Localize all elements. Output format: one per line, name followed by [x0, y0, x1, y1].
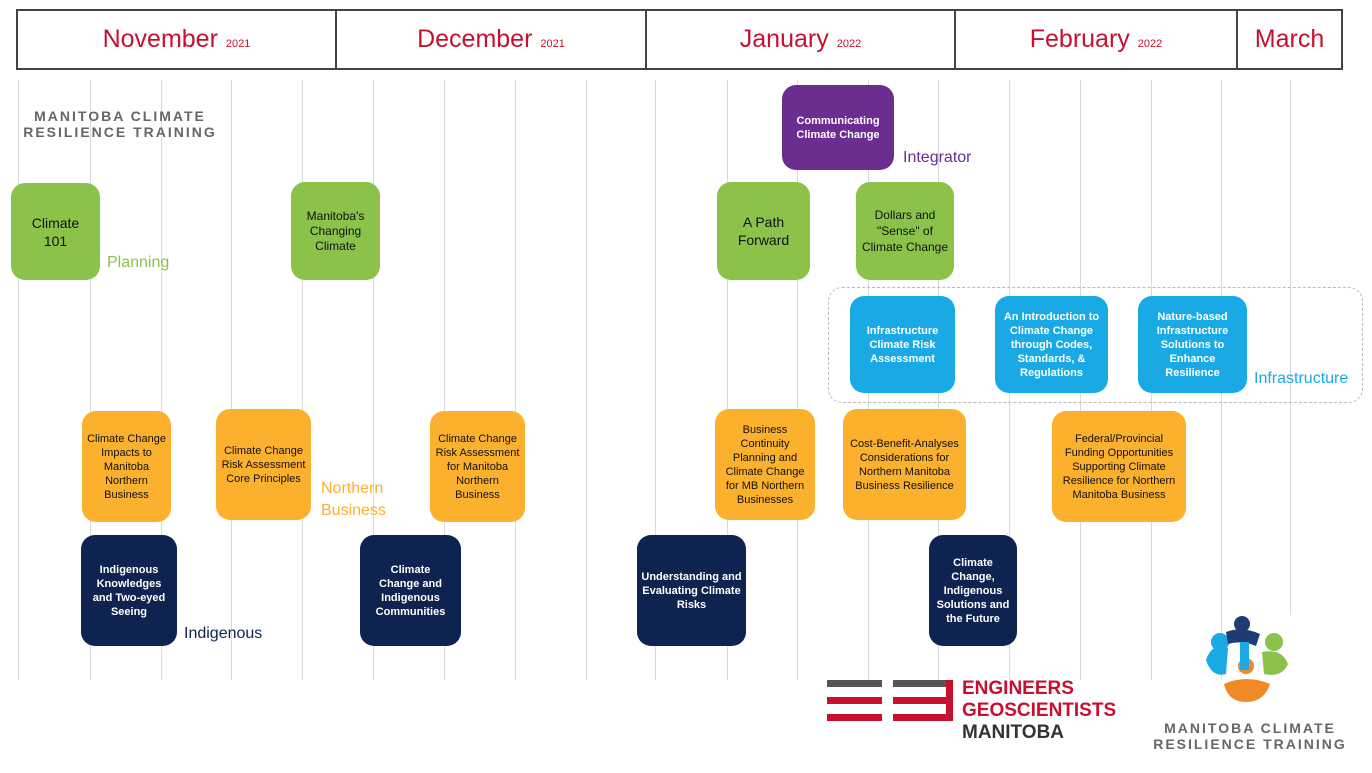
- course-risk-assessment-mb-northern[interactable]: [430, 411, 525, 522]
- gridline: [231, 80, 232, 680]
- category-northern-business: [321, 478, 386, 522]
- gridline: [797, 80, 798, 680]
- mcrt-logo-text: [22, 108, 218, 140]
- course-cost-benefit-analyses[interactable]: [843, 409, 966, 520]
- wordmark-line: GEOSCIENTISTS: [962, 700, 1117, 721]
- month-name: December: [417, 25, 533, 53]
- month-year: 2021: [540, 37, 565, 50]
- course-a-path-forward[interactable]: [717, 182, 810, 280]
- people-circle-logo: [1198, 612, 1296, 710]
- course-label: Nature-based Infrastructure Solutions to Enhance Resilience: [1156, 310, 1229, 379]
- course-label: Climate Change Impacts to Manitoba Northern Business: [87, 432, 166, 501]
- course-dollars-and-sense[interactable]: [856, 182, 954, 280]
- course-risk-assessment-core[interactable]: [216, 409, 311, 520]
- category-planning: Planning: [107, 254, 170, 271]
- wordmark-line: ENGINEERS: [962, 678, 1074, 699]
- course-understanding-evaluating[interactable]: [637, 535, 746, 646]
- category-line: Northern: [321, 480, 384, 497]
- logo-line: MANITOBA CLIMATE: [1164, 720, 1336, 736]
- course-cc-indigenous-solutions[interactable]: [929, 535, 1017, 646]
- month-name: January: [739, 25, 829, 53]
- course-label: Business Continuity Planning and Climate Change for MB Northern Businesses: [725, 423, 805, 506]
- course-label: Infrastructure Climate Risk Assessment: [866, 324, 939, 365]
- course-label: Climate Change, Indigenous Solutions and the Future: [936, 556, 1010, 625]
- category-integrator: Integrator: [903, 149, 972, 166]
- course-label: Climate Change and Indigenous Communities: [375, 563, 446, 618]
- month-year: 2021: [225, 37, 251, 50]
- month-year: 2022: [836, 37, 862, 50]
- month-march: [1238, 11, 1341, 68]
- course-label: Communicating Climate Change: [796, 114, 880, 141]
- course-manitobas-changing-climate[interactable]: [291, 182, 380, 280]
- logo-line: RESILIENCE TRAINING: [23, 124, 217, 140]
- month-november: [18, 11, 337, 68]
- course-impacts-manitoba-northern[interactable]: [82, 411, 171, 522]
- course-funding-opportunities[interactable]: [1052, 411, 1186, 522]
- engineers-geoscientists-wordmark: [962, 678, 1116, 744]
- course-label: An Introduction to Climate Change through Codes, Standards, & Regulations: [1003, 310, 1100, 379]
- course-label: Climate 101: [31, 214, 80, 249]
- logo-line: RESILIENCE TRAINING: [1153, 736, 1347, 752]
- category-infrastructure: Infrastructure: [1254, 370, 1349, 387]
- month-december: [337, 11, 647, 68]
- course-indigenous-knowledges[interactable]: [81, 535, 177, 646]
- month-name: February: [1029, 25, 1130, 53]
- course-label: Cost-Benefit-Analyses Considerations for Northern Manitoba Business Resilience: [850, 437, 959, 492]
- month-january: [647, 11, 956, 68]
- gridline: [302, 80, 303, 680]
- course-label: A Path Forward: [737, 214, 790, 248]
- course-business-continuity[interactable]: [715, 409, 815, 520]
- gridline: [515, 80, 516, 680]
- gridline: [586, 80, 587, 680]
- logo-line: MANITOBA CLIMATE: [34, 108, 206, 124]
- mcrt-footer-text: [1152, 720, 1348, 752]
- course-label: Understanding and Evaluating Climate Risks: [641, 570, 742, 611]
- course-nature-based-infrastructure[interactable]: [1138, 296, 1247, 393]
- course-label: Indigenous Knowledges and Two-eyed Seeing: [92, 563, 166, 618]
- month-header: [16, 9, 1343, 70]
- course-label: Climate Change Risk Assessment for Manitoba Northern Business: [435, 432, 520, 501]
- course-climate-101[interactable]: [11, 183, 100, 280]
- month-name: March: [1254, 25, 1325, 53]
- gridline: [18, 80, 19, 680]
- wordmark-line: MANITOBA: [962, 722, 1065, 743]
- category-line: Business: [321, 502, 386, 519]
- month-february: [956, 11, 1238, 68]
- course-label: Manitoba's Changing Climate: [306, 208, 365, 253]
- month-name: November: [102, 25, 218, 53]
- course-label: Climate Change Risk Assessment Core Principles: [221, 444, 306, 485]
- course-communicating-climate-change[interactable]: [782, 85, 894, 170]
- course-infrastructure-climate-risk[interactable]: [850, 296, 955, 393]
- course-cc-indigenous-communities[interactable]: [360, 535, 461, 646]
- engineers-geoscientists-logo: [827, 680, 954, 722]
- category-indigenous: Indigenous: [184, 625, 263, 642]
- course-label: Dollars and "Sense" of Climate Change: [861, 208, 949, 254]
- course-label: Federal/Provincial Funding Opportunities Supporting Climate Resilience for Northern Manitoba Business: [1062, 432, 1176, 501]
- course-intro-codes-standards[interactable]: [995, 296, 1108, 393]
- month-year: 2022: [1137, 37, 1163, 50]
